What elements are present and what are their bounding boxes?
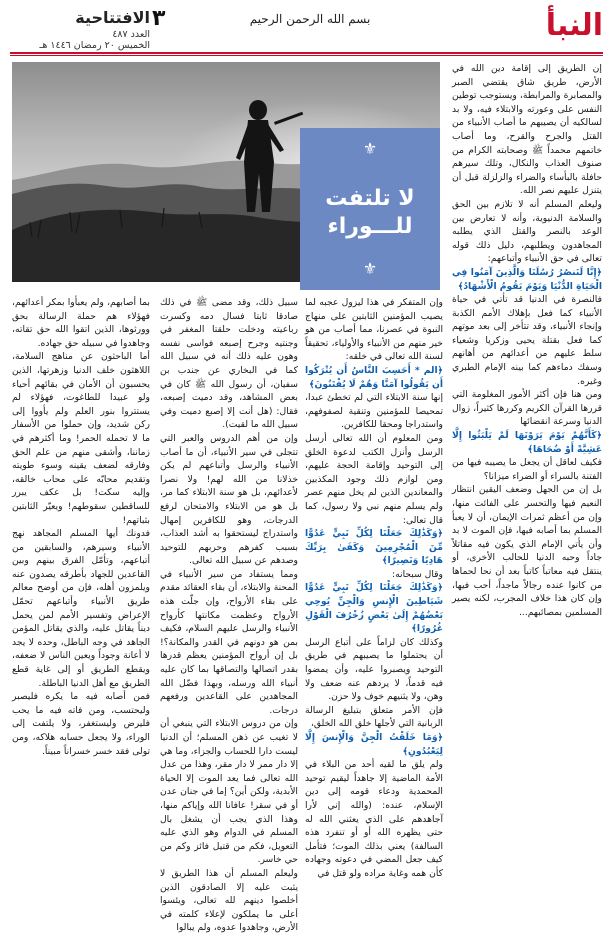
issue-date: الخميس ٢٠ رمضان ١٤٤٦ هـ: [39, 40, 150, 51]
paragraph: وليعلم المسلم أنه لا تلازم بين الحق والسلامة الدنيوية، وأنه لا تعارض بين الوعد بالنصر والقتل الذي يطلبه المجاهدون ويطلبهم، دليل ذلك قوله تعالى في حق الأنبياء وأتباعهم:: [452, 198, 602, 265]
paragraph: وكذلك كان لزاماً على أتباع الرسل أن يحتملوا ما يصيبهم في طريق التوحيد ويصبروا عليه، وأن يمضوا فيه قدماً، لا يردهم عنه ضعف ولا وهن، ولا يثنيهم خوف ولا حزن.: [305, 636, 443, 703]
article-title-box: [300, 128, 440, 290]
text-column-1: [452, 62, 602, 850]
article-title-line1: لا تلتفت: [325, 186, 415, 211]
quran-verse: ﴿وَكَذَٰلِكَ جَعَلْنَا لِكُلِّ نَبِيٍّ عَدُوًّا مِّنَ الْمُجْرِمِينَ وَكَفَىٰ بِرَبِّكَ هَادِيًا وَنَصِيرًا﴾: [305, 528, 443, 567]
paragraph: فالنصرة في الدنيا قد تأتي في حياة الأنبياء كما فعل بإهلاك الأمم الكذبة وإنجاء الأنبياء، وقد تتأخر إلى بعد موتهم كما فعل بقتلة يحيى وزكريا وشعياء سلط عليهم من أعدائهم من أهانهم وسفك دماءهم كما بينه الإمام الطبري وغيره.: [452, 294, 602, 387]
paragraph: ومن هنا فإن أكثر الأمور المغلومة التي قررها القرآن الكريم وكررها كثيراً، زوال الدنيا وسرعة انقضائها: [452, 389, 602, 428]
masthead-title: النبأ: [545, 8, 603, 43]
paragraph: فكيف لعاقل أن يجعل ما يصيبه فيها من الفتنة بالسراء أو الضراء ميزانا؟: [452, 457, 602, 482]
page-number: ٣: [152, 6, 166, 31]
text-column-4: [12, 296, 150, 850]
paragraph: سبيل ذلك، وقد مضى ﷺ في ذلك صادقا ثابتا فسال دمه وكسرت رباعيته ودخلت حلقتا المغفر في وجنتيه وجرح إصبعه فواسى نفسه وهون عليه ذلك أنه في سبيل الله كما في البخاري عن جندب بن سفيان، أن رسول الله ﷺ كان في بعض المشاهد، وقد دميت إصبعه، فقال: (هل أنت إلا إصبع دميت وفي سبيل الله ما لقيت).: [160, 297, 298, 431]
header-rule: [10, 52, 603, 54]
section-title: الافتتاحية: [75, 8, 150, 27]
section-block: [10, 6, 180, 51]
fleur-de-lis-icon: ⚜: [362, 139, 378, 158]
header-rule-thin: [10, 55, 603, 56]
quran-verse: ﴿الم * أَحَسِبَ النَّاسُ أَن يُتْرَكُوا أَن يَقُولُوا آمَنَّا وَهُمْ لَا يُفْتَنُونَ﴾: [305, 364, 443, 390]
quran-verse: ﴿كَأَنَّهُمْ يَوْمَ يَرَوْنَهَا لَمْ يَلْبَثُوا إِلَّا عَشِيَّةً أَوْ ضُحَاهَا﴾: [452, 430, 602, 455]
paragraph: بل إن من الجهل وضعف اليقين انتظار النعيم فيها والتحسر على الفائت منها، وإن من أعظم ثمرات الإيمان، أن لا يعبأ المسلم بما أصابه فيها، فإن الموت لا بد وأن يأتي الإمام الذي يكون فيه مقاتلاً جاداً وحبه الدنيا للحالب الأخرى، أو ينتقل فيه معاتباً كاتباً بعد أن نحا لحماها من كانوا عنده رجالاً ماجداً، أحب فيها، وإن كان هذا خلاف المجرب، لكنه يصير المسلمين بمصائبهم...: [452, 484, 602, 618]
quran-verse: ﴿إِنَّا لَنَنصُرُ رُسُلَنَا وَالَّذِينَ آمَنُوا فِي الْحَيَاةِ الدُّنْيَا وَيَوْمَ يَقُومُ الْأَشْهَادُ﴾: [452, 266, 602, 292]
basmala: بسم الله الرحمن الرحيم: [249, 12, 371, 26]
article-title-line2: للـــوراء: [327, 214, 413, 239]
paragraph: إنها سنة الابتلاء التي لم تخطئ عبدا، تمحيصا للمؤمنين وتنقية لصفوفهم، واستدراجا ومحقا للكافرين.: [305, 392, 443, 431]
paragraph: وإن من دروس الابتلاء التي ينبغي أن لا تغيب عن ذهن المسلم؛ أن الدنيا ليست دارا للحساب والجزاء، وما هي إلا دار ممر لا دار مقر، وهذا من عدل الله تعالى فما يعد الموت إلا الحياة الأبدية، ولكن أين؟ إما في جنان عدن أو في سقر! عافانا الله وإياكم منها، وهذا الذي يجب أن يشغل بال المسلم في الدوام وهو الذي عليه التعويل، فكم من قتيل فائز وكم من حي خاسر.: [160, 718, 298, 866]
quran-verse: ﴿وَمَا خَلَقْتُ الْجِنَّ وَالْإِنسَ إِلَّا لِيَعْبُدُونِ﴾: [305, 732, 443, 757]
text-column-2: [305, 296, 443, 879]
paragraph: بما أصابهم، ولم يعبأوا بمكر أعدائهم، فهؤلاء هم حملة الرسالة بحق وورثوها، الذين اتقوا الله حق تقاته، وجاهدوا في سبيله حق جهاده.: [12, 297, 150, 349]
paragraph: وقال سبحانه:: [391, 568, 443, 580]
paragraph: فدونك أيها المسلم المجاهد نهج الأنبياء وسيرهم، والسابقين من أتباعهم، وتأمّل الفرق بينهم وبين القاعدين للجهاد بأطرقه يصدون عنه ويلمزون أهله، فإن من أوضح معالم طريق الأنبياء وأتباعهم تحمّل الإعراض وتفسير الأمم لمن يحمل ديناً يقاتل عليه، والذي يقاتل المؤمن الجاهد في وجه الباطل، وحده لا يجد لا أعانة وجوداً ويعين الناس لا ضعفه، ويقطع الطريق أو إلى غاية قطع الطريق مع أهل الدنيا الباطلة.: [12, 528, 150, 689]
paragraph: أما الباحثون عن مناهج السلامة، اللاهثون خلف الدنيا وزهرتها، الذين يحسبون أن الأمان في بقائهم أحياء ولو عبيدا للطاغوت، فهؤلاء لم يستتروا بنور العلم ولم يأووا إلى ركن شديد، وإن حملوا من الأسفار ما لا تحمله الحمر! وما أكثرهم في زماننا، وأشقى منهم من علم الحق وفارقه لضعف يقينه وسوء طويته وتقديم محابّه على محاب خالقه، وإليه سكت! بل عكف يبرر للساقطين سقوطهم! ويعيّر الثابتين بثباتهم!: [12, 351, 150, 526]
paragraph: ولم يلق ما لقيه أحد من البلاء في الأمة الماضية إلا جاهداً ليقيم توحيد المحمدية ودعاء قومه إلى دين الإسلام، عنده: (والله إني لأرا آجاهدهم على الذي يعثني الله له حتى يظهره الله أو أو تنفرد هذه السالفة) يعني بذلك الموت؛ فتأمل كيف جعل المضي في دعوته وجهاده كأن همه وغاية مراده ولو قتل في: [305, 759, 443, 879]
paragraph: فإن الأمر متعلق بتبليغ الرسالة الربانية التي لأجلها خلق الله الخلق،: [305, 704, 443, 730]
issue-number: العدد ٤٨٧: [112, 29, 150, 40]
paragraph: ومن المعلوم أن الله تعالى أرسل الرسل وأنزل الكتب لدعوة الخلق إلى التوحيد وإقامة الحجة عليهم، ومن لوازم ذلك وجود المكذبين والمعاندين الذين لم يخل منهم عصر ولم يسلم منهم نبي ولا رسول، كما قال تعالى:: [305, 432, 443, 526]
paragraph: فمن أصابه فيه ما يكره فليصبر وليحتسب، ومن فاته فيه ما يحب فليرض وليستغفر، ولا يلتفت إلى الوراء، ولا يجعل حسابه هلاكه، ومن تولى فقد خسر خسراناً مبيناً.: [12, 691, 150, 757]
quran-verse: ﴿وَكَذَٰلِكَ جَعَلْنَا لِكُلِّ نَبِيٍّ عَدُوًّا شَيَاطِينَ الْإِنسِ وَالْجِنِّ يُوحِي بَعْضُهُمْ إِلَىٰ بَعْضٍ زُخْرُفَ الْقَوْلِ غُرُورًا﴾: [305, 582, 443, 635]
text-column-3: [160, 296, 298, 934]
paragraph: وليعلم المسلم أن هذا الطريق لا يثبت عليه إلا الصادقون الذين أخلصوا دينهم لله تعالى، ويئسوا أعلى ما يملكون لإعلاء كلمته في الأرض، وجاهدوا عدوه، ولم يبالوا: [160, 867, 298, 934]
paragraph: وإن المتفكر في هذا ليزول عجبه لما يصيب المؤمنين الثابتين على منهاج النبوة في عصرنا، مما أصاب من هو خير منهم من الأنبياء والأولياء، تحقيقاً لسنة الله تعالى في خلقه:: [305, 297, 443, 363]
page-header: [0, 0, 613, 62]
fleur-de-lis-icon: ⚜: [362, 259, 378, 278]
masthead-logo: [523, 6, 603, 50]
paragraph: ومما يستفاد من سير الأنبياء في المحنة والابتلاء، أن بقاء العقائد مقدم على بقاء الأرواح، وإن جلّت هذه الأرواح وعظمت مكانتها كأرواح الأنبياء والرسل عليهم السلام، فكيف بمن هو دونهم في القدر والمكانة؟! بل إن أرواح المؤمنين يعظم قدرها بقدر اتصالها والتصاقها بما كان عليه أنبياء الله ورسله، وبهذا فضّل الله المجاهدين على القاعدين ورفعهم درجات.: [160, 568, 298, 716]
paragraph: وإن من أهم الدروس والعبر التي تتجلى في سير الأنبياء، أن ما أصاب الأنبياء والرسل وأتباعهم لم يكن خذلانا من الله لهم! ولا نصرا لأعدائهم، بل هو سنة الابتلاء كما مر، بل هو من الابتلاء والامتحان لرفع الدرجات، وهو للكافرين إمهال واستدراج ليستحقوا به أشد العذاب، بسبب كفرهم وحربهم للتوحيد وصدهم عن سبيل الله تعالى.: [160, 432, 298, 567]
paragraph: إن الطريق إلى إقامة دين الله في الأرض، طريق شاق يقتضي الصبر والمصابرة والمرابطة، ويستوجب توطين النفس على وعورته والابتلاء فيه، ولا بد لسالكيه أن يصيبهم ما أصاب الأنبياء من القتل والجرح والقرح، وما أصاب خاتمهم محمداً ﷺ وصحابته الكرام من صنوف العذاب والنكال، وتلك سيرهم حافلة بالبأساء والضراء والزلزلة قبل أن يتنزل عليهم نصر الله.: [452, 63, 602, 197]
